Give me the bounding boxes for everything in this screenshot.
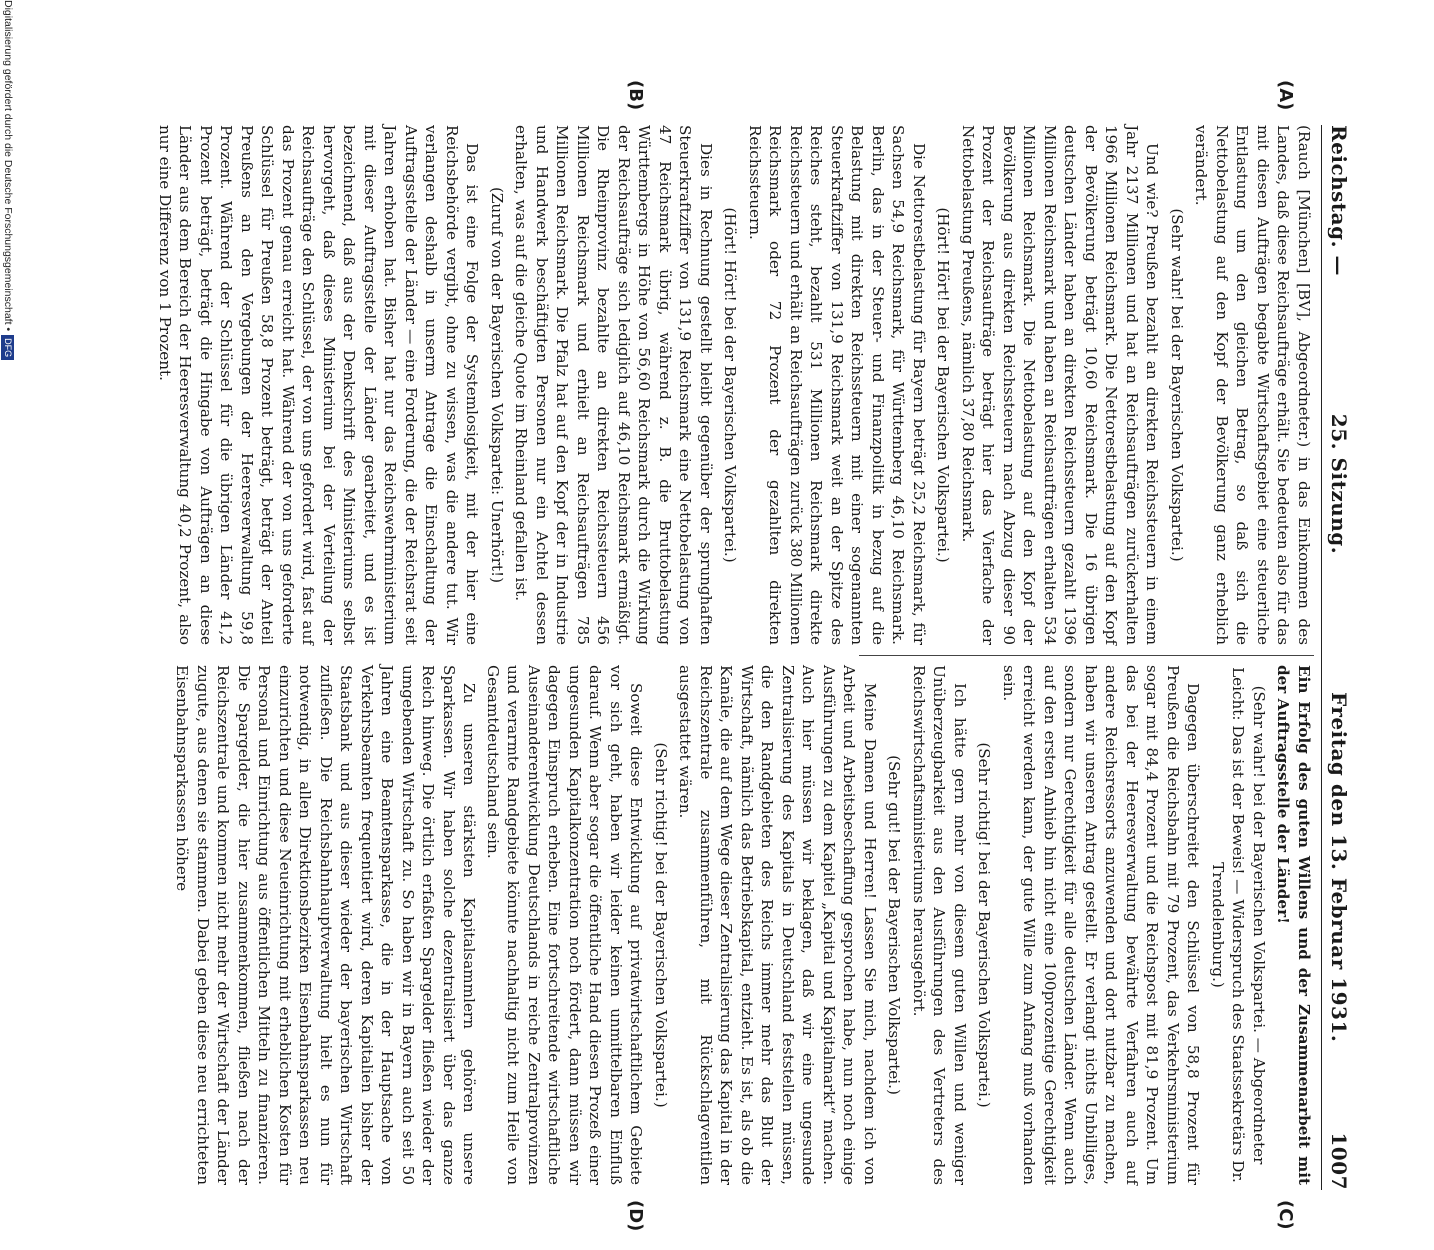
margin-mark-d: (D) xyxy=(625,1200,646,1232)
interjection: (Hört! Hört! bei der Bayerischen Volkspartei.) xyxy=(934,207,953,563)
document-page xyxy=(74,40,1374,1250)
column-divider xyxy=(859,655,1314,656)
header-left: Reichstag. — xyxy=(1327,125,1351,277)
page-number: 1007 xyxy=(1327,1132,1351,1190)
paragraph: Dagegen überschreitet den Schlüssel von 58,8 Prozent für Preußen die Reichsbahn mit 79 Prozent, das Verkehrsministerium sogar mit 84,4 Prozent und die Reichspost mit 81,9 Prozent. Um das bei der Heeresverwaltung bewährte Verfahren auch auf andere Reichsressorts anzuwenden und dort nutzbar zu machen, haben wir unseren Antrag gestellt. Er verlangt nichts Unbilliges, sondern nur Gerechtigkeit für alle deutschen Länder. Wenn auch auf den ersten Anhieb hin nicht eine 100prozentige Gerechtigkeit erreicht werden kann, der gute Wille zum Anfang muß vorhanden sein. xyxy=(1000,665,1203,1185)
paragraph: Ich hätte gern mehr von diesem guten Willen und weniger Unüberzeugbarkeit aus den Ausführungen des Vertreters des Reichswirtschaftsministeriums herausgehört. xyxy=(910,665,969,1185)
paragraph: (Rauch [München] [BV], Abgeordneter.) in das Einkommen des Landes, daß diese Reichsaufträge erhält. Sie bedeuten also für das mit diesen Aufträgen begabte Wirtschaftsgebiet eine steuerliche Entlastung um den gleichen Betrag, so daß sich die Nettobelastung auf den Kopf der Bevölkerung ganz erheblich verändert. xyxy=(1192,125,1313,645)
right-column xyxy=(169,665,1314,1185)
paragraph: Ein Erfolg des guten Willens und der Zusammenarbeit mit der Auftragsstelle der Länder! xyxy=(1274,665,1313,1185)
digitization-footer xyxy=(0,0,16,1000)
header-rule xyxy=(1321,125,1322,1190)
interjection: (Sehr richtig! bei der Bayerischen Volkspartei.) xyxy=(975,742,994,1108)
interjection: (Sehr gut! bei der Bayerischen Volkspartei.) xyxy=(885,755,904,1095)
page-header xyxy=(1324,125,1354,1190)
paragraph: Zu unseren stärksten Kapitalsammlern gehören unsere Sparkassen. Wir haben solche dezentralisiert über das ganze Reich hinweg. Die örtlich erfaßten Spargelder fließen wieder der umgebenden Wirtschaft zu. So haben wir in Bayern auch seit 50 Jahren eine Beamtensparkasse, die in der Hauptsache von Verkehrsbeamten frequentiert wird, deren Kapitalien bisher der Staatsbank und aus dieser wieder der bayerischen Wirtschaft zufließen. Die Reichsbahnhauptverwaltung hielt es nun für notwendig, in allen Direktionsbezirken Eisenbahnsparkassen neu einzurichten und diese Neueinrichtung mit erheblichen Kosten für Personal und Einrichtung aus öffentlichen Mitteln zu finanzieren. Die Spargelder, die hier zusammenkommen, fließen nach der Reichszentrale und kommen nicht mehr der Wirtschaft der Länder zugute, aus denen sie stammen. Dabei geben diese neu errichteten Eisenbahnsparkassen höhere xyxy=(173,665,479,1185)
interjection: (Sehr richtig! bei der Bayerischen Volkspartei.) xyxy=(652,742,670,1108)
header-date: Freitag den 13. Februar 1931. xyxy=(1327,692,1351,1043)
header-center: 25. Sitzung. xyxy=(1327,413,1351,555)
interjection: (Zuruf von der Bayerischen Volkspartei: Unerhört!) xyxy=(488,186,506,584)
paragraph: Soweit diese Entwicklung auf privatwirtschaftlichem Gebiete vor sich geht, haben wir leider keinen unmittelbaren Einfluß darauf. Wenn aber sogar die öffentliche Hand diesen Prozeß einer ungesunden Kapitalkonzentration noch fördert, dann müssen wir dagegen Einspruch erheben. Eine fortschreitende wirtschaftliche Auseinanderentwicklung Deutschlands in reiche Zentralprovinzen und verarmte Randgebiete könnte nachhaltig nicht zum Heile von Gesamtdeutschland sein. xyxy=(484,665,646,1185)
paragraph: Das ist eine Folge der Systemlosigkeit, mit der hier eine Reichsbehörde vergibt, ohne zu wissen, was die andere tut. Wir verlangen deshalb in unserm Antrage die Einschaltung der Auftragsstelle der Länder — eine Forderung, die der Reichsrat seit Jahren erhoben hat. Bisher hat nur das Reichswehrministerium mit dieser Auftragsstelle der Länder gearbeitet, und es ist bezeichnend, daß aus der Denkschrift des Ministeriums selbst hervorgeht, daß dieses Ministerium bei der Verteilung der Reichsaufträge den Schlüssel, der von uns gefordert wird, fast auf das Prozent genau erreicht hat. Während der von uns geforderte Schlüssel für Preußen 58,8 Prozent beträgt, beträgt der Anteil Preußens an den Vergebungen der Heeresverwaltung 59,8 Prozent. Während der Schlüssel für die übrigen Länder 41,2 Prozent beträgt, beträgt die Hingabe von Aufträgen an diese Länder aus dem Bereich der Heeresverwaltung 40,2 Prozent, also nur eine Differenz von 1 Prozent. xyxy=(156,125,482,645)
margin-mark-c: (C) xyxy=(1275,1200,1296,1230)
paragraph: Die Nettorestbelastung für Bayern beträgt 25,2 Reichsmark, für Sachsen 54,9 Reichsmark, für Württemberg 46,10 Reichsmark. Berlin, das in der Steuer- und Finanzpolitik in bezug auf die Belastung mit direkten Reichssteuern mit einer sogenannten Steuerkraftziffer von 131,9 Reichsmark weit an der Spitze des Reiches steht, bezahlt 531 Millionen Reichsmark direkte Reichssteuern und erhält an Reichsaufträgen zurück 380 Millionen Reichsmark oder 72 Prozent der gezahlten direkten Reichssteuern. xyxy=(746,125,928,645)
paragraph: Meine Damen und Herren! Lassen Sie mich, nachdem ich von Arbeit und Arbeitsbeschaffung gesprochen habe, nun noch einige Ausführungen zu dem Kapitel „Kapital und Kapitalmarkt“ machen. Auch hier müssen wir beklagen, daß wir eine ungesunde Zentralisierung des Kapitals in Deutschland feststellen müssen, die den Randgebieten des Reichs immer mehr das Blut der Wirtschaft, nämlich das Betriebskapital, entzieht. Es ist, als ob die Kanäle, die auf dem Wege dieser Zentralisierung das Kapital in der Reichszentrale zusammenführen, mit Rückschlagventilen ausgestattet wären. xyxy=(676,665,879,1185)
margin-mark-b: (B) xyxy=(625,80,646,111)
interjection: (Sehr wahr! bei der Bayerischen Volkspartei. — Abgeordneter Leicht: Das ist der Beweis! — Widerspruch des Staatssekretärs Dr. Trendelenburg.) xyxy=(1209,667,1268,1183)
interjection: (Sehr wahr! bei der Bayerischen Volkspartei.) xyxy=(1168,208,1186,562)
margin-mark-a: (A) xyxy=(1275,80,1296,111)
paragraph: Und wie? Preußen bezahlt an direkten Reichssteuern in einem Jahr 2137 Millionen und hat an Reichsaufträgen zurückerhalten 1966 Millionen Reichsmark. Die Nettorestbelastung auf den Kopf der Bevölkerung beträgt 10,60 Reichsmark. Die 16 übrigen deutschen Länder haben an direkten Reichssteuern gezahlt 1396 Millionen Reichsmark und haben an Reichsaufträgen erhalten 534 Millionen Reichsmark. Die Nettobelastung auf den Kopf der Bevölkerung aus direkten Reichssteuern nach Abzug dieser 90 Prozent der Reichsaufträge beträgt hier das Vierfache der Nettobelastung Preußens, nämlich 37,80 Reichsmark. xyxy=(959,125,1162,645)
left-column xyxy=(152,125,1315,645)
footer-text: Digitalisierung gefördert durch die Deutsche Forschungsgemeinschaft • xyxy=(2,0,14,332)
interjection: (Hört! Hört! bei der Bayerischen Volkspartei.) xyxy=(721,207,740,563)
paragraph: Dies in Rechnung gestellt bleibt gegenüber der sprunghaften Steuerkraftziffer von 131,9 Reichsmark eine Nettobelastung von 47 Reichsmark übrig, während z. B. die Bruttobelastung Württembergs in Höhe von 56,60 Reichsmark durch die Wirkung der Reichsaufträge sich lediglich auf 46,10 Reichsmark ermäßigt. Die Rheinprovinz bezahlte an direkten Reichssteuern 456 Millionen Reichsmark und erhielt an Reichsaufträgen 785 Millionen Reichsmark. Die Pfalz hat auf den Kopf der in Industrie und Handwerk beschäftigten Personen nur ein Achtel dessen erhalten, was auf die gleiche Quote im Rheinland gefallen ist. xyxy=(512,125,715,645)
dfg-logo: DFG xyxy=(2,335,15,360)
